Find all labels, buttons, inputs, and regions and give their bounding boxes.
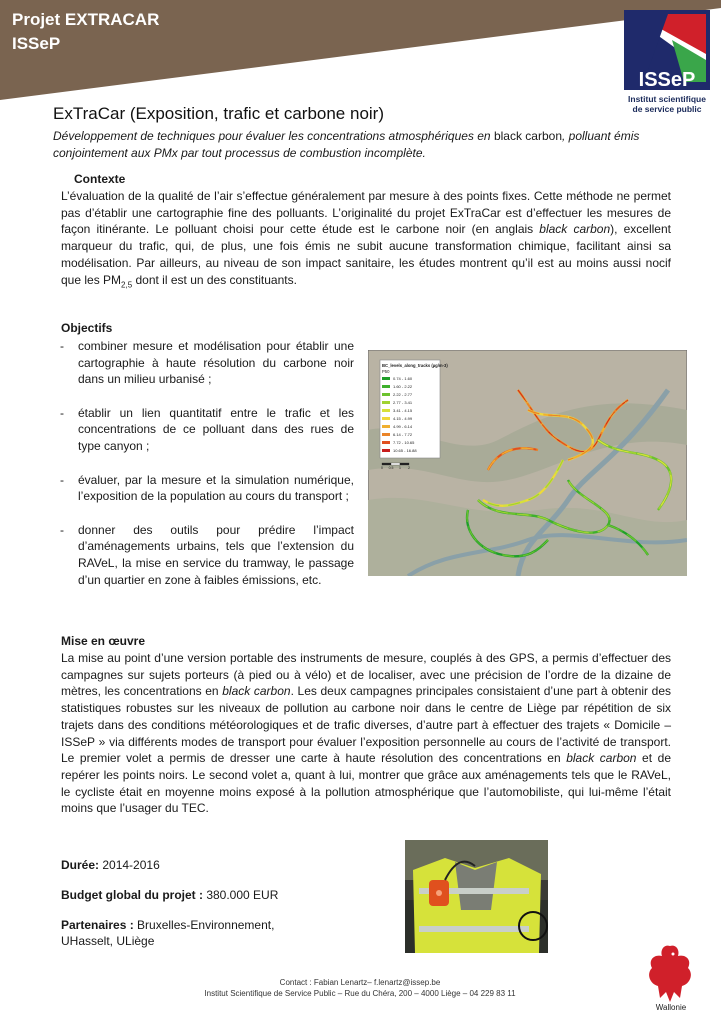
- wallonie-rooster-icon: [640, 940, 700, 1010]
- legend-swatch: [382, 433, 390, 436]
- contexte-text2: ), excellent marqueur du trafic, qui, de plus, une fois émis ne subit aucune transformation chimique, facilitant ainsi sa modélisation. Par ailleurs, au niveau de son impact sanitaire, les études montrent qu’il est au moins aussi nocif que les PM: [61, 222, 671, 287]
- subtitle-part3: , polluant émis conjointement aux PMx par tout processus de combustion incomplète.: [53, 129, 640, 160]
- duree-value: 2014-2016: [102, 858, 160, 872]
- objectif-text: combiner mesure et modélisation pour établir une cartographie à haute résolution du carbone noir dans un milieu urbanisé ;: [78, 339, 354, 387]
- subtitle-part1: Développement de techniques pour évaluer les concentrations atmosphériques en: [53, 129, 494, 143]
- document-subtitle: [53, 128, 673, 162]
- map-legend-title: BC_levels_along_tracks (µg/m-3): [382, 363, 448, 368]
- logo-subtitle-line1: Institut scientifique: [628, 94, 706, 104]
- partenaires-row: [61, 917, 311, 949]
- mise-en-oeuvre-paragraph: [61, 650, 671, 817]
- legend-label: 2.22 - 2.77: [393, 392, 413, 397]
- subtitle-term: black carbon: [493, 129, 562, 143]
- budget-row: [61, 887, 278, 903]
- meo-text1: La mise au point d’une version portable des instruments de mesure, couplés à des GPS, a permis d’effectuer des campagnes sur sujets porteurs (à pied ou à vélo) et de localiser, avec une précision de l’ordre de la dizaine de mètres, les concentrations en: [61, 651, 671, 699]
- contexte-text3: dont il est un des constituants.: [132, 272, 297, 287]
- meo-text3: et de repérer les points noirs. Le second volet a, quant à lui, montrer que grâce aux aménagements tels que le RAVeL, le cycliste était en moyenne moins exposé à la pollution atmosphérique que l’automobiliste, qui lui-même l’était moins que l’usager du TEC.: [61, 751, 671, 816]
- list-dash: -: [60, 339, 64, 353]
- org-name: ISSeP: [12, 34, 61, 53]
- objectifs-list: [56, 338, 354, 605]
- project-title-block: [12, 8, 159, 56]
- map-legend-subtitle: P50: [382, 369, 390, 374]
- pm-subscript: 2,5: [121, 279, 133, 289]
- legend-swatch: [382, 401, 390, 404]
- legend-label: 7.72 - 10.65: [393, 440, 415, 445]
- bc-levels-map: [368, 350, 687, 576]
- legend-label: 1.60 - 2.22: [393, 384, 413, 389]
- scale-segment: [400, 463, 409, 465]
- footer-contact: Contact : Fabian Lenartz– f.lenartz@issep.be: [279, 978, 441, 987]
- legend-swatch: [382, 441, 390, 444]
- meo-italic2: black carbon: [566, 751, 637, 766]
- footer-address: Institut Scientifique de Service Public – Rue du Chéra, 200 – 4000 Liège – 04 229 83 11: [204, 989, 516, 998]
- footer: [150, 977, 570, 999]
- objectif-text: évaluer, par la mesure et la simulation numérique, l’exposition de la population au cours du transport ;: [78, 472, 354, 504]
- budget-value: 380.000 EUR: [206, 888, 279, 902]
- objectif-text: donner des outils pour prédire l’impact d’aménagements urbains, tels que l’extension du RAVeL, la mise en service du tramway, le passage d’un quartier en zone à faibles émissions, etc.: [78, 522, 354, 587]
- contexte-heading: Contexte: [74, 172, 126, 186]
- legend-swatch: [382, 409, 390, 412]
- legend-swatch: [382, 425, 390, 428]
- duree-row: [61, 857, 160, 873]
- budget-label: Budget global du projet :: [61, 888, 203, 902]
- project-name: Projet EXTRACAR: [12, 10, 160, 29]
- scale-segment: [391, 463, 400, 465]
- objectif-text: établir un lien quantitatif entre le trafic et les concentrations de ce polluant dans des rues de type canyon ;: [78, 405, 354, 453]
- legend-label: 6.14 - 7.72: [393, 432, 413, 437]
- list-dash: -: [60, 405, 64, 420]
- partenaires-value: Bruxelles-Environnement, UHasselt, ULiège: [61, 918, 275, 948]
- list-dash: -: [60, 472, 64, 487]
- scale-label: 0: [381, 466, 383, 470]
- contexte-italic: black carbon: [539, 222, 611, 237]
- legend-label: 0.74 - 1.60: [393, 376, 413, 381]
- objectifs-heading: Objectifs: [61, 321, 113, 335]
- legend-label: 4.15 - 4.99: [393, 416, 413, 421]
- contexte-text1: L’évaluation de la qualité de l’air s’effectue généralement par mesure à des points fixes. Cette méthode ne permet pas d’établir une cartographie fine des polluants. L’originalité du projet ExTraCar est d’effectuer les mesures de façon itinérante. Le polluant choisi pour cette étude est le carbone noir (en anglais: [61, 189, 671, 237]
- list-item: [56, 338, 354, 388]
- meo-italic1: black carbon: [222, 684, 291, 699]
- meo-text2: . Les deux campagnes principales consistaient d’une part à obtenir des statistiques robustes sur les niveaux de pollution au carbone noir dans le centre de Liège par répétition de six trajets dans des conditions météorologiques et de trafic diverses, d’autre part à effectuer des trajets « Domicile – ISSeP » via différents modes de transport pour évaluer l’exposition personnelle au cours de l’activité de transport. Le premier volet a permis de dresser une carte à haute résolution des concentrations en: [61, 684, 671, 766]
- list-item: [56, 522, 354, 588]
- list-item: [56, 405, 354, 455]
- scale-label: 1: [399, 466, 401, 470]
- cyclist-photo: [405, 840, 548, 953]
- legend-label: 2.77 - 3.41: [393, 400, 413, 405]
- logo-subtitle-line2: de service public: [632, 104, 702, 114]
- legend-swatch: [382, 377, 390, 380]
- list-item: [56, 472, 354, 505]
- wallonie-label: Wallonie: [655, 1003, 687, 1012]
- mise-en-oeuvre-heading: Mise en œuvre: [61, 634, 146, 648]
- legend-label: 3.41 - 4.15: [393, 408, 413, 413]
- logo-subtitle: [618, 94, 716, 114]
- duree-label: Durée:: [61, 858, 100, 872]
- contexte-paragraph: [61, 188, 671, 294]
- scale-segment: [382, 463, 391, 465]
- list-dash: -: [60, 522, 64, 537]
- legend-label: 10.65 - 16.88: [393, 448, 417, 453]
- logo-text: ISSeP: [638, 69, 696, 91]
- document-title: ExTraCar (Exposition, trafic et carbone noir): [53, 104, 384, 123]
- legend-swatch: [382, 449, 390, 452]
- legend-swatch: [382, 417, 390, 420]
- legend-swatch: [382, 385, 390, 388]
- scale-label: 0.5: [388, 466, 394, 470]
- scale-label: 2: [408, 466, 410, 470]
- legend-swatch: [382, 393, 390, 396]
- partenaires-label: Partenaires :: [61, 918, 134, 932]
- legend-label: 4.99 - 6.14: [393, 424, 413, 429]
